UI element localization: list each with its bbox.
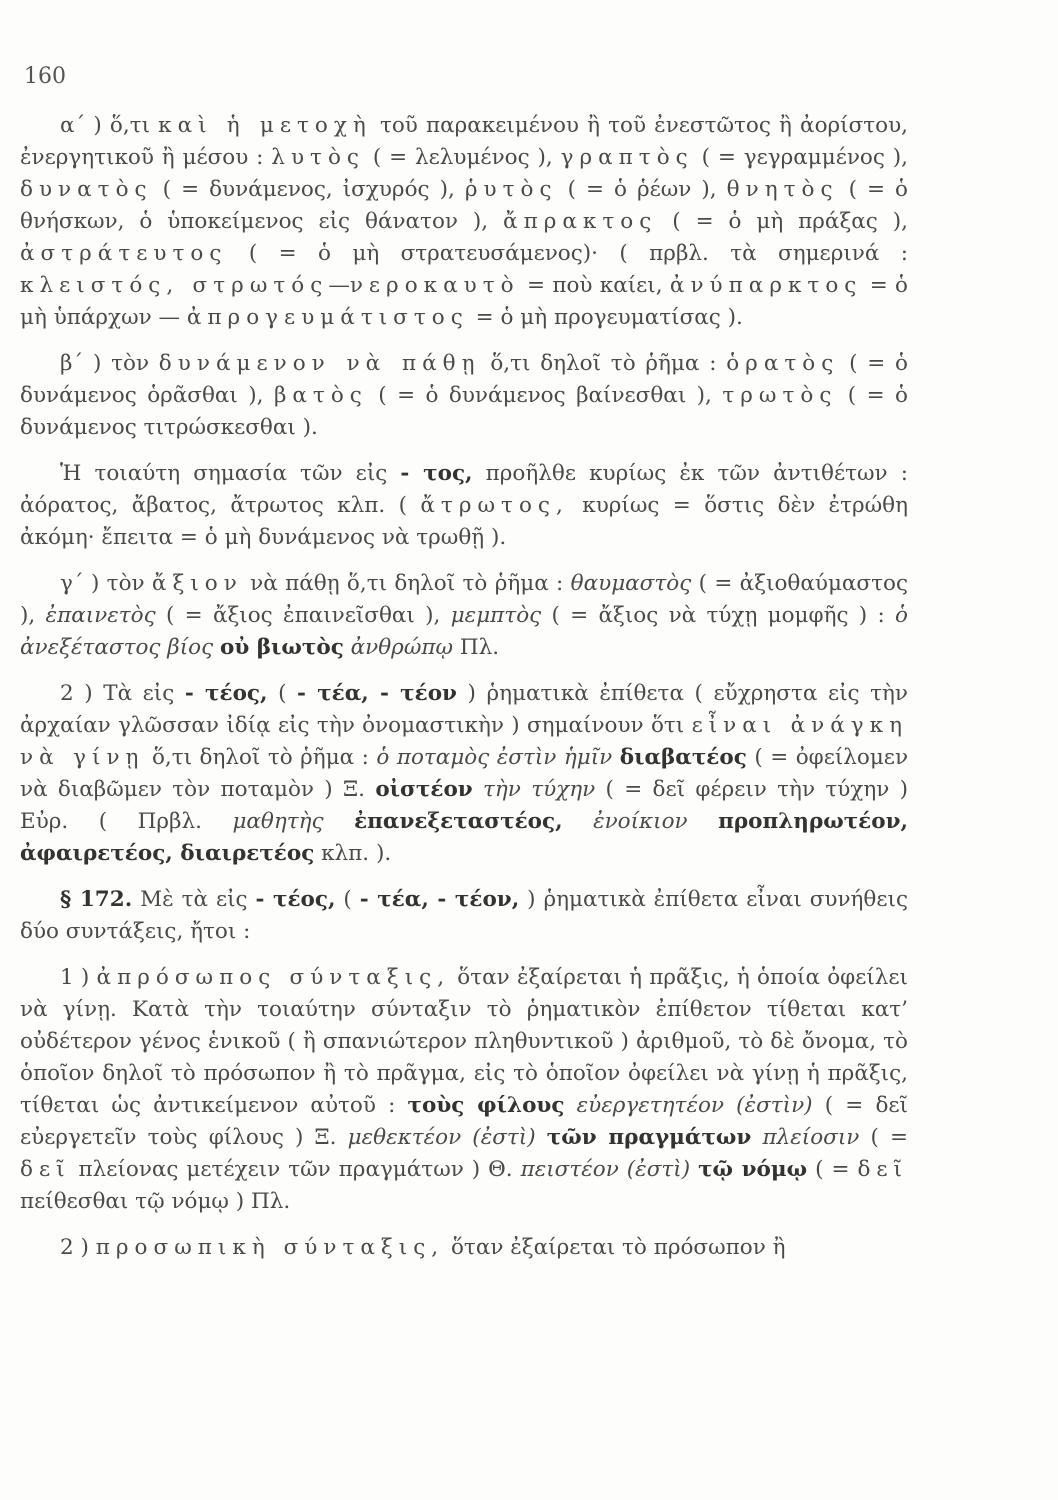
text-run: = ποὺ καίει,: [519, 273, 670, 298]
paragraph: [20, 962, 908, 1218]
spaced-term: δεῖ: [20, 1157, 71, 1182]
italic-example: μεθεκτέον (ἐστὶ): [347, 1125, 536, 1150]
italic-example: ἀνθρώπῳ: [350, 635, 454, 660]
spaced-term: δεῖ: [857, 1157, 909, 1182]
text-run: ( = ἄξιος νὰ τύχῃ μομφῆς ) :: [541, 603, 896, 628]
text-run: ( = ὁ θνήσκων, ὁ ὑποκείμενος εἰς θάνατον ),: [20, 177, 908, 234]
italic-example: τὴν τύχην: [483, 777, 596, 802]
text-run: ( = ὁ δυνάμενος τιτρώσκεσθαι ).: [20, 383, 908, 440]
text-run: 2 ): [60, 1235, 96, 1260]
italic-example: ὁ ποταμὸς ἐστὶν ἡμῖν: [376, 745, 613, 770]
italic-example: εὐεργετητέον (ἐστὶν): [576, 1093, 813, 1118]
spaced-term: ἄπρακτος: [503, 209, 658, 234]
spaced-term: δυνατὸς: [20, 177, 153, 202]
text-run: [751, 1125, 762, 1150]
paragraph: [20, 568, 908, 664]
spaced-term: κλειστός, στρωτός: [20, 273, 329, 298]
spaced-term: ἀπρόσωπος σύνταξις,: [96, 965, 451, 990]
text-run: ( = ὁ μὴ στρατευσάμενος)· ( πρβλ. τὰ σημερινά :: [227, 241, 908, 266]
text-run: ( = δεῖ φέρειν τὴν τύχην ) Εὐρ. ( Πρβλ.: [20, 777, 908, 834]
text-run: νὰ πάθῃ ὅ,τι δηλοῖ τὸ ῥῆμα :: [242, 571, 571, 596]
text-run: ( = λελυμένος ),: [364, 145, 561, 170]
text-run: προῆλθε κυρίως ἐκ τῶν ἀντιθέτων : ἀόρατος, ἄβατος, ἄτρωτος κλπ. (: [20, 461, 908, 518]
text-run: ( = δυνάμενος, ἰσχυρός ),: [152, 177, 465, 202]
spaced-term: εἶναι ἀνάγκη νὰ γίνῃ: [20, 713, 908, 770]
spaced-term: λυτὸς: [271, 145, 365, 170]
text-run: ( = δεῖ εὐεργετεῖν τοὺς φίλους ) Ξ.: [20, 1093, 908, 1150]
text-run: τοῦ παρακειμένου ἢ τοῦ ἐνεστῶτος ἢ ἀορίστου, ἐνεργητικοῦ ἢ μέσου :: [20, 113, 909, 170]
text-run: ( =: [859, 1125, 908, 1150]
text-run: ὅταν ἐξαίρεται ἡ πρᾶξις, ἡ ὁποία ὀφείλει νὰ γίνῃ. Κατὰ τὴν τοιαύτην σύνταξιν τὸ ῥηματικὸν ἐπίθετον τίθεται κατ’ οὐδέτερον γένος ἑνικοῦ ( ἢ σπανιώτερον πληθυντικοῦ ) ἀριθμοῦ, τὸ δὲ ὄνομα, τὸ ὁποῖον δηλοῖ τὸ πρόσωπον ἢ τὸ πρᾶγμα, εἰς τὸ ὁποῖον ὀφείλει νὰ γίνῃ ἡ πρᾶξις, τίθεται ὡς ἀντικείμενον αὐτοῦ :: [20, 965, 908, 1118]
text-run: ) ῥηματικὰ ἐπίθετα ( εὔχρηστα εἰς τὴν ἀρχαίαν γλῶσσαν ἰδίᾳ εἰς τὴν ὀνομαστικὴν ) σημαίνουν ὅτι: [20, 681, 908, 738]
text-run: ὅταν ἐξαίρεται τὸ πρόσωπον ἢ: [444, 1235, 786, 1260]
bold-term: ἐπανεξεταστέος,: [354, 809, 563, 834]
text-run: [536, 1125, 547, 1150]
text-run: [324, 809, 355, 834]
bold-term: - τέος,: [255, 887, 336, 912]
bold-term: - τέα, - τέον: [297, 681, 457, 706]
italic-example: μαθητὴς: [232, 809, 324, 834]
italic-example: πειστέον (ἐστὶ): [520, 1157, 691, 1182]
text-run: [563, 809, 594, 834]
paragraph: [20, 458, 908, 554]
spaced-term: γραπτὸς: [560, 145, 694, 170]
text-run: [564, 1093, 576, 1118]
spaced-term: ῥυτὸς: [464, 177, 558, 202]
bold-term: § 172.: [60, 887, 133, 912]
italic-example: ὁ ἀνεξέταστος βίος: [20, 603, 908, 660]
text-run: ( = ὁ δυνάμενος βαίνεσθαι ),: [367, 383, 723, 408]
text-run: α΄ ) ὅ,τι: [60, 113, 159, 138]
italic-example: μεμπτὸς: [450, 603, 542, 628]
text-run: ( = ἄξιος ἐπαινεῖσθαι ),: [155, 603, 451, 628]
spaced-term: τρωτὸς: [722, 383, 838, 408]
italic-example: θαυμαστὸς: [570, 571, 692, 596]
text-run: ὅ,τι δηλοῖ τὸ ῥῆμα :: [144, 745, 377, 770]
spaced-term: καὶ ἡ μετοχὴ: [158, 113, 372, 138]
text-run: = ὁ μὴ ὑπάρχων —: [20, 273, 908, 330]
text-run: Πλ.: [453, 635, 500, 660]
spaced-term: θνητὸς: [726, 177, 839, 202]
text-run: ( = ὀφείλομεν νὰ διαβῶμεν τὸν ποταμὸν ) Ξ.: [20, 745, 909, 802]
text-run: [612, 745, 620, 770]
text-run: ( = ἀξιοθαύμαστος ),: [20, 571, 908, 628]
text-run: 1 ): [60, 965, 97, 990]
bold-term: τῷ νόμῳ: [698, 1157, 808, 1182]
bold-term: οὐ βιωτὸς: [220, 635, 344, 660]
text-run: —: [328, 273, 350, 298]
spaced-term: ἀπρογευμάτιστος: [186, 305, 469, 330]
text-run: ( = γεγραμμένος ),: [693, 145, 908, 170]
text-run: (: [267, 681, 298, 706]
text-run: [690, 1157, 698, 1182]
text-run: πείθεσθαι τῷ νόμῳ ) Πλ.: [20, 1189, 291, 1214]
text-run: κλπ. ).: [314, 841, 392, 866]
paragraph: [20, 348, 908, 444]
text-run: 2 ) Τὰ εἰς: [60, 681, 185, 706]
text-run: ὅ,τι δηλοῖ τὸ ῥῆμα :: [480, 351, 727, 376]
page-number: 160: [24, 64, 66, 89]
text-run: ) ῥηματικὰ ἐπίθετα εἶναι συνήθεις δύο συντάξεις, ἤτοι :: [20, 887, 908, 944]
bold-term: τοὺς φίλους: [407, 1093, 565, 1118]
paragraph: [20, 1232, 908, 1264]
spaced-term: νεροκαυτὸ: [349, 273, 520, 298]
text-run: ( =: [807, 1157, 858, 1182]
page-body: [20, 110, 908, 1264]
spaced-term: ἄξιον: [151, 571, 243, 596]
bold-term: - τέος,: [184, 681, 268, 706]
spaced-term: ὁρατὸς: [726, 351, 840, 376]
text-run: [473, 777, 483, 802]
spaced-term: ἀστράτευτος: [20, 241, 228, 266]
bold-term: - τέα, - τέον,: [359, 887, 520, 912]
spaced-term: ἀνύπαρκτος: [669, 273, 863, 298]
spaced-term: δυνάμενον νὰ πάθῃ: [158, 351, 481, 376]
text-run: Μὲ τὰ εἰς: [132, 887, 256, 912]
italic-example: ἐνοίκιον: [593, 809, 688, 834]
bold-term: προπληρωτέον, ἀφαιρετέος, διαιρετέος: [20, 809, 908, 866]
bold-term: τῶν πραγμάτων: [546, 1125, 752, 1150]
text-run: β΄ ) τὸν: [60, 351, 159, 376]
bold-term: - τος,: [400, 461, 473, 486]
text-run: πλείονας μετέχειν τῶν πραγμάτων ) Θ.: [70, 1157, 521, 1182]
italic-example: ἐπαινετὸς: [45, 603, 156, 628]
text-run: [344, 635, 351, 660]
text-run: ( = ὁ μὴ πράξας ),: [657, 209, 908, 234]
spaced-term: βατὸς: [273, 383, 368, 408]
text-run: = ὁ μὴ προγευματίσας ).: [468, 305, 743, 330]
bold-term: οἰστέον: [375, 777, 473, 802]
text-run: ( = ὁ ῥέων ),: [557, 177, 727, 202]
text-run: [688, 809, 719, 834]
bold-term: διαβατέος: [619, 745, 747, 770]
paragraph: [20, 678, 908, 870]
text-run: (: [335, 887, 360, 912]
spaced-term: ἄτρωτος,: [420, 493, 569, 518]
text-run: κυρίως = ὅστις δὲν ἐτρώθη ἀκόμη· ἔπειτα = ὁ μὴ δυνάμενος νὰ τρωθῇ ).: [20, 493, 908, 550]
italic-example: πλείοσιν: [762, 1125, 860, 1150]
spaced-term: προσωπικὴ σύνταξις,: [95, 1235, 445, 1260]
paragraph: [20, 110, 908, 334]
text-run: Ἡ τοιαύτη σημασία τῶν εἰς: [60, 461, 401, 486]
text-run: ( = ὁ δυνάμενος ὁρᾶσθαι ),: [20, 351, 908, 408]
text-run: γ΄ ) τὸν: [60, 571, 152, 596]
paragraph: [20, 884, 908, 948]
text-run: [213, 635, 220, 660]
